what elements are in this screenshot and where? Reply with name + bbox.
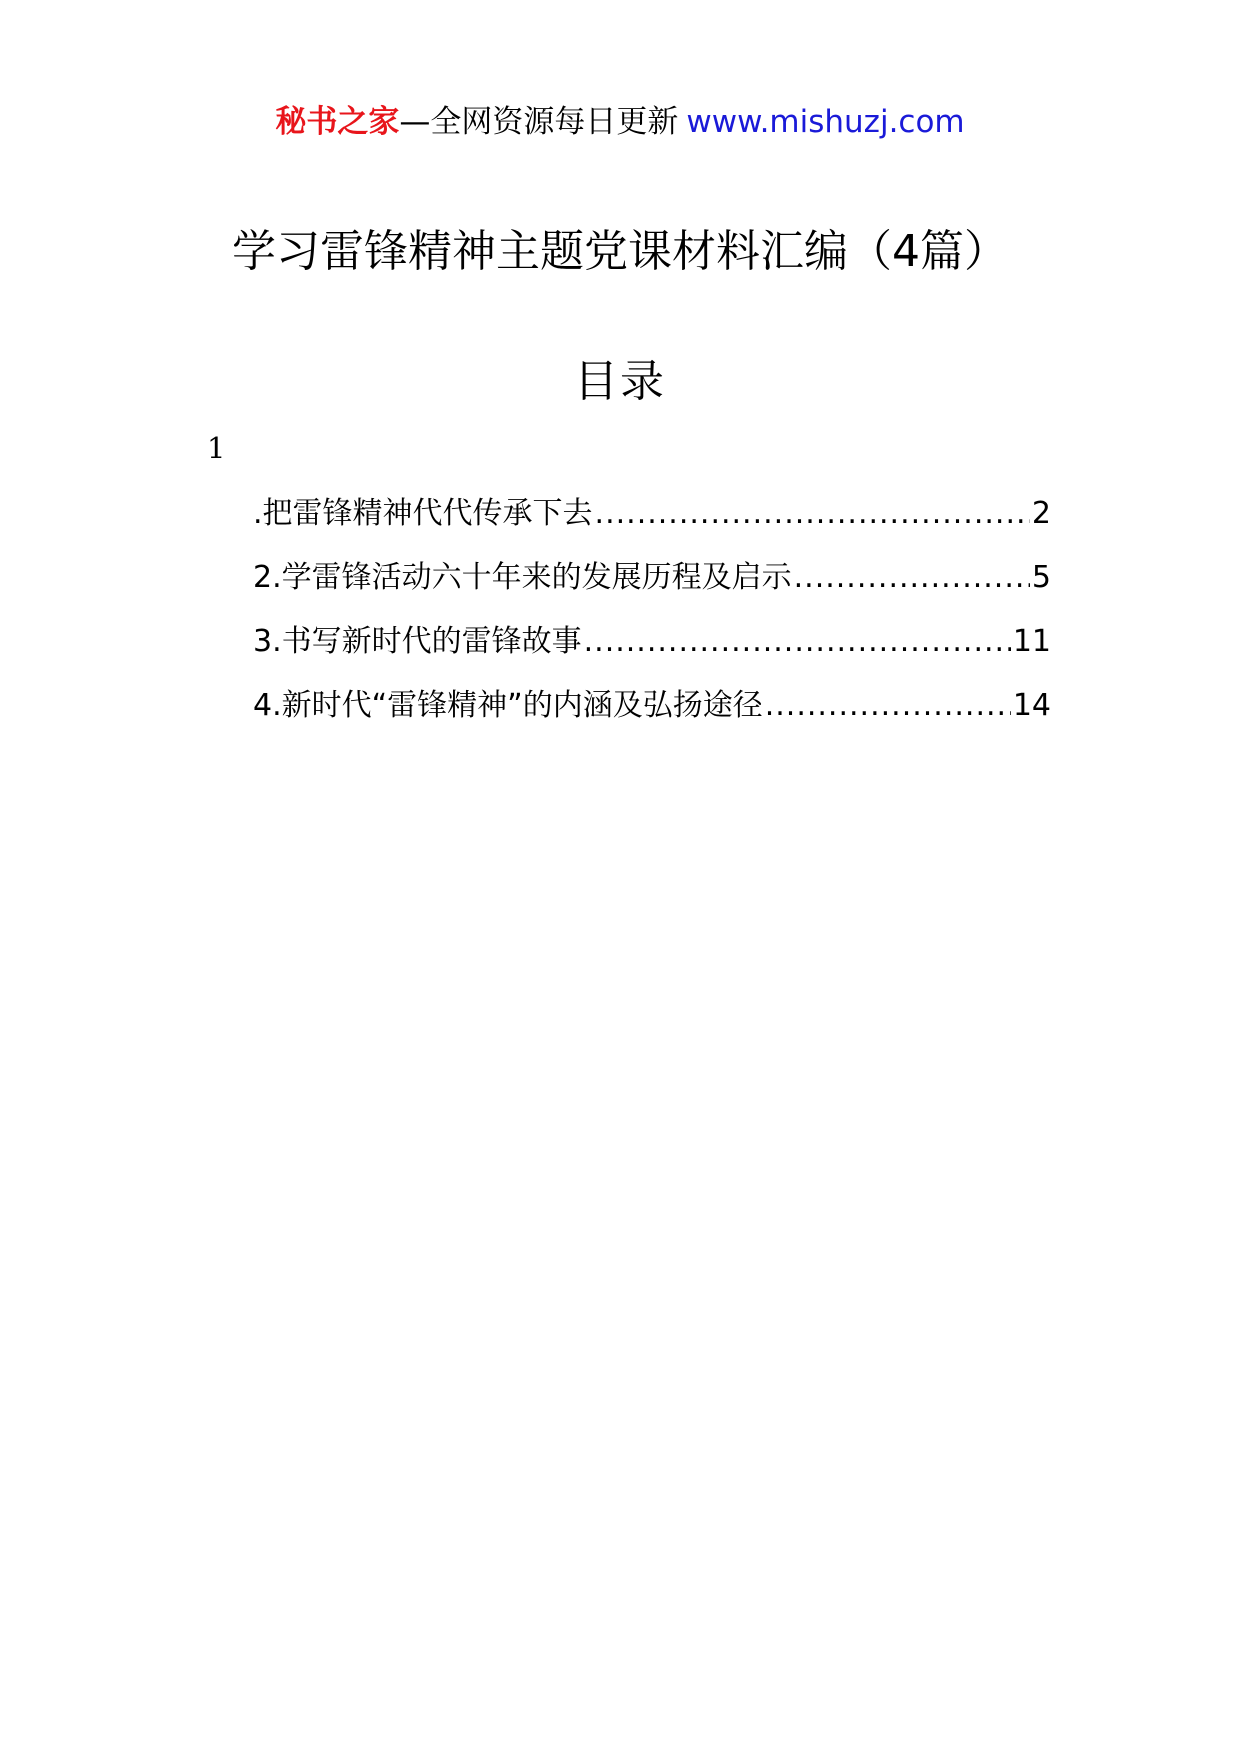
toc-item-label: 2.学雷锋活动六十年来的发展历程及启示 <box>253 560 792 595</box>
toc-item-1[interactable] <box>253 492 1051 556</box>
toc-item-2[interactable] <box>253 556 1051 620</box>
toc-item-label: 4.新时代“雷锋精神”的内涵及弘扬途径 <box>253 688 763 723</box>
dot-leader <box>584 620 1011 664</box>
toc-item-4[interactable] <box>253 684 1051 748</box>
toc-heading: 目录 <box>574 356 666 407</box>
header-slogan: —全网资源每日更新 <box>399 104 679 140</box>
brand-name: 秘书之家 <box>275 104 400 140</box>
toc-item-label: 3.书写新时代的雷锋故事 <box>253 624 582 659</box>
site-header <box>0 100 1240 144</box>
dot-leader <box>794 556 1030 600</box>
dot-leader <box>595 492 1030 536</box>
list-number: 1 <box>207 431 226 465</box>
dot-leader <box>765 684 1011 728</box>
document-title: 学习雷锋精神主题党课材料汇编（4篇） <box>232 226 1008 277</box>
toc-item-page: 11 <box>1012 624 1051 659</box>
table-of-contents <box>253 492 1051 748</box>
toc-item-page: 14 <box>1012 688 1051 723</box>
toc-item-page: 2 <box>1031 496 1051 531</box>
toc-item-page: 5 <box>1031 560 1051 595</box>
toc-item-label: .把雷锋精神代代传承下去 <box>253 496 593 531</box>
toc-item-3[interactable] <box>253 620 1051 684</box>
site-url-link[interactable]: www.mishuzj.com <box>686 104 965 140</box>
